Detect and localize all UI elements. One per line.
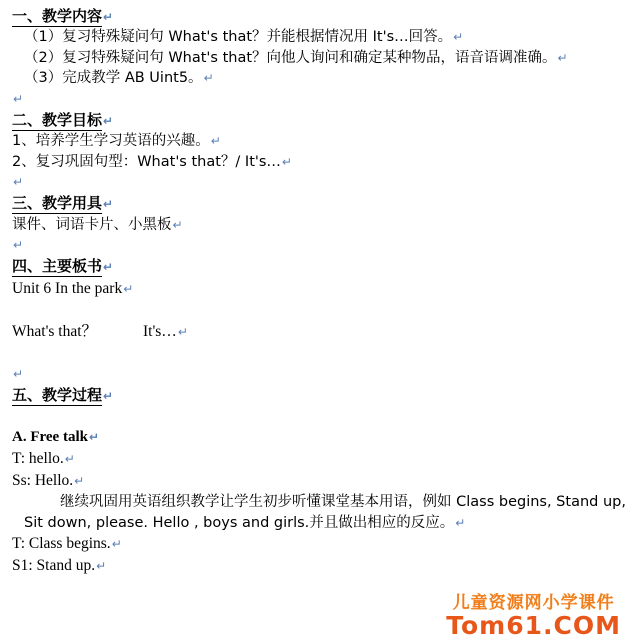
dialogue-line-3 [12,533,619,555]
blank-line [12,343,619,364]
paragraph-mark-icon: ↵ [203,71,214,86]
paragraph-mark-icon: ↵ [111,537,122,552]
paragraph-mark-icon: ↵ [13,92,24,107]
paragraph-mark-icon: ↵ [103,10,114,24]
dialogue-line-2-text: Ss: Hello. [12,472,74,490]
paragraph-mark-icon: ↵ [64,452,75,467]
blank-line [12,300,619,321]
blackboard-title-text: Unit 6 In the park [12,279,123,297]
subsection-heading-free-talk [12,427,619,448]
section-heading-1 [12,6,619,27]
teaching-note-line-1 [12,492,626,513]
section-1-line-1-text: （1）复习特殊疑问句 What's that？并能根据情况用 It's…回答。 [24,29,453,46]
paragraph-mark-icon: ↵ [13,175,24,190]
section-heading-4 [12,256,619,277]
blank-line [12,235,619,256]
paragraph-mark-icon: ↵ [210,134,221,149]
paragraph-mark-icon: ↵ [177,324,188,339]
watermark-site-name: 儿童资源网小学课件 [452,592,615,613]
section-heading-5 [12,385,619,406]
subsection-heading-free-talk-text: A. Free talk [12,428,88,445]
paragraph-mark-icon: ↵ [123,281,134,296]
blackboard-question-text: What's that？ [12,322,98,340]
section-1-line-2 [12,48,619,69]
blank-line [12,406,619,427]
paragraph-mark-icon: ↵ [455,515,466,530]
teaching-note-line-2 [12,513,619,534]
section-3-line-1-text: 课件、词语卡片、小黑板 [12,216,172,233]
section-1-line-3 [12,68,619,89]
section-2-line-2 [12,152,619,173]
section-heading-4-text: 四、主要板书 [12,257,103,276]
paragraph-mark-icon: ↵ [172,217,183,232]
paragraph-mark-icon: ↵ [96,559,107,574]
paragraph-mark-icon: ↵ [88,429,100,444]
watermark [446,588,621,639]
paragraph-mark-icon: ↵ [103,260,114,275]
section-heading-5-text: 五、教学过程 [12,385,103,404]
blank-line [12,89,619,110]
section-heading-3-text: 三、教学用具 [12,194,103,213]
paragraph-mark-icon: ↵ [557,50,568,65]
section-2-line-2-text: 2、复习巩固句型：What's that？/ It's… [12,153,281,170]
teaching-note-line-1-text: 继续巩固用英语组织教学让学生初步听懂课堂基本用语，例如 Class begins, Stand up, [60,494,626,511]
section-heading-2-text: 二、教学目标 [12,111,103,130]
paragraph-mark-icon: ↵ [13,366,24,381]
teaching-note-line-2-text: Sit down, please. Hello , boys and girls.并且做出相应的反应。 [24,514,455,531]
blackboard-answer-text: It's… [143,322,177,340]
paragraph-mark-icon: ↵ [103,114,114,129]
section-heading-2 [12,110,619,131]
dialogue-line-4-text: S1: Stand up. [12,557,96,575]
blank-line [12,364,619,385]
dialogue-line-2 [12,470,619,492]
section-3-line-1 [12,215,619,236]
section-1-line-1 [12,27,619,48]
section-heading-1-text: 一、教学内容 [12,7,103,25]
dialogue-line-1 [12,448,619,470]
dialogue-line-3-text: T: Class begins. [12,535,111,553]
paragraph-mark-icon: ↵ [281,154,292,169]
section-1-line-3-text: （3）完成教学 AB Uint5。 [24,70,203,87]
paragraph-mark-icon: ↵ [74,474,85,489]
blank-line [12,172,619,193]
section-2-line-1-text: 1、培养学生学习英语的兴趣。 [12,133,210,150]
dialogue-line-4 [12,555,619,577]
paragraph-mark-icon: ↵ [13,238,24,253]
section-heading-3 [12,193,619,214]
paragraph-mark-icon: ↵ [103,197,114,212]
section-2-line-1 [12,131,619,152]
dialogue-line-1-text: T: hello. [12,450,64,468]
watermark-domain: Tom61.COM [446,610,621,640]
section-1-line-2-text: （2）复习特殊疑问句 What's that？向他人询问和确定某种物品，语音语调准确。 [24,49,557,66]
paragraph-mark-icon: ↵ [453,30,464,45]
blackboard-sentence [12,321,619,343]
paragraph-mark-icon: ↵ [103,388,114,403]
blackboard-title [12,278,619,300]
